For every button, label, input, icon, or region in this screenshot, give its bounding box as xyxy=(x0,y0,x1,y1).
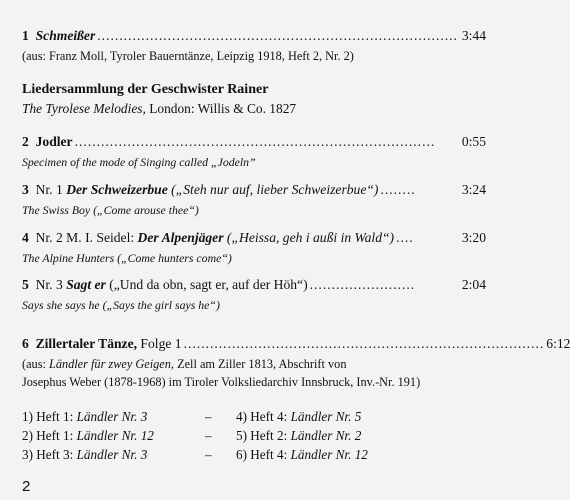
heft-item-right: 6) Heft 4: Ländler Nr. 12 xyxy=(236,447,368,462)
collection-title: Liedersammlung der Geschwister Rainer xyxy=(22,82,269,97)
heft-dash: – xyxy=(205,409,212,424)
track-quote: („Heissa, geh i außi in Wald“) xyxy=(223,230,395,245)
track-duration: 3:44 xyxy=(461,28,486,43)
track-3-line: 3 Nr. 1 Der Schweizerbue („Steh nur auf, lieber Schweizerbue“) ........ 3:24 xyxy=(22,182,486,197)
track-4-translation: The Alpine Hunters („Come hunters come“) xyxy=(22,251,232,265)
track-number: 2 xyxy=(22,134,29,149)
dot-leader: ........................ xyxy=(309,277,416,292)
track-quote: („Und da obn, sagt er, auf der Höh“) xyxy=(105,277,308,292)
dot-leader: .................................................................................. xyxy=(74,134,436,149)
track-4-line: 4 Nr. 2 M. I. Seidel: Der Alpenjäger („Heissa, geh i außi in Wald“) .... 3:20 xyxy=(22,230,486,245)
heft-item-right: 4) Heft 4: Ländler Nr. 5 xyxy=(236,409,362,424)
collection-subtitle: The Tyrolese Melodies, London: Willis & Co. 1827 xyxy=(22,101,297,116)
track-title: Der Alpenjäger xyxy=(137,230,224,245)
track-number: 5 xyxy=(22,277,29,292)
track-2-line xyxy=(22,134,486,150)
track-number: 4 xyxy=(22,230,29,245)
track-duration: 3:20 xyxy=(461,230,486,245)
track-5-translation: Says she says he („Says the girl says he“) xyxy=(22,298,220,312)
track-duration: 6:12 xyxy=(546,336,570,351)
track-number: 1 xyxy=(22,28,29,43)
track-6-line: 6 Zillertaler Tänze, Folge 1 .................................................................................. 6:12 xyxy=(22,336,570,351)
dot-leader: .... xyxy=(396,230,414,245)
heft-item-left: 2) Heft 1: Ländler Nr. 12 xyxy=(22,428,154,443)
dot-leader: .................................................................................. xyxy=(183,336,545,351)
track-title: Schmeißer xyxy=(35,28,96,43)
track-title: Zillertaler Tänze, xyxy=(35,336,138,351)
track-duration: 2:04 xyxy=(461,277,486,292)
heft-item-right: 5) Heft 2: Ländler Nr. 2 xyxy=(236,428,362,443)
track-6-source-line-2: Josephus Weber (1878-1968) im Tiroler Volksliedarchiv Innsbruck, Inv.-Nr. 191) xyxy=(22,375,421,389)
heft-dash: – xyxy=(205,428,212,443)
track-2-translation: Specimen of the mode of Singing called „Jodeln” xyxy=(22,155,256,169)
track-number: 3 xyxy=(22,182,29,197)
track-number: 6 xyxy=(22,336,29,351)
heft-item-left: 1) Heft 1: Ländler Nr. 3 xyxy=(22,409,148,424)
heft-dash: – xyxy=(205,447,212,462)
track-6-source-line-1: (aus: Ländler für zwey Geigen, Zell am Ziller 1813, Abschrift von xyxy=(22,357,347,371)
track-duration: 0:55 xyxy=(461,134,486,149)
track-1-line xyxy=(22,28,486,44)
track-1-source: (aus: Franz Moll, Tyroler Bauerntänze, Leipzig 1918, Heft 2, Nr. 2) xyxy=(22,49,354,63)
track-title: Der Schweizerbue xyxy=(66,182,168,197)
track-title: Jodler xyxy=(35,134,73,149)
dot-leader: ........ xyxy=(380,182,416,197)
track-5-line: 5 Nr. 3 Sagt er („Und da obn, sagt er, auf der Höh“) ........................ 2:04 xyxy=(22,277,486,292)
track-duration: 3:24 xyxy=(461,182,486,197)
page-number: 2 xyxy=(22,478,31,495)
track-quote: („Steh nur auf, lieber Schweizerbue“) xyxy=(167,182,379,197)
dot-leader: .................................................................................. xyxy=(97,28,458,43)
track-3-translation: The Swiss Boy („Come arouse thee“) xyxy=(22,203,199,217)
track-title: Sagt er xyxy=(66,277,106,292)
heft-item-left: 3) Heft 3: Ländler Nr. 3 xyxy=(22,447,148,462)
